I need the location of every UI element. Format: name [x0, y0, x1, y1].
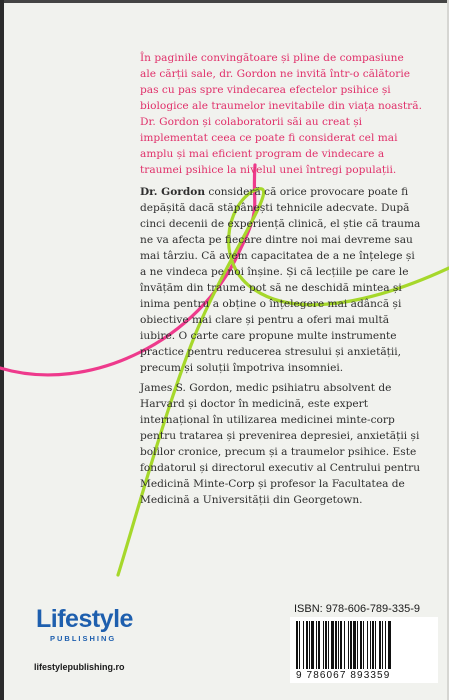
author-name-bold: Dr. Gordon	[140, 186, 206, 198]
barcode-bar	[357, 621, 358, 669]
publisher-logo-subtitle: PUBLISHING	[50, 634, 117, 643]
barcode-bar	[344, 621, 345, 669]
publisher-url: lifestylepublishing.ro	[34, 662, 125, 672]
thesis-text: consideră că orice provocare poate fi depășită dacă stăpânești tehnicile adecvate. După cinci decenii de experiență clinică, el știe că trauma ne va afecta pe fiecare dintre noi mai devreme sau mai târziu. Că avem capacitatea de a ne înțelege și a ne vindeca pe noi înșine. Și că lecțiile pe care le învățăm din traume pot să ne deschidă mintea și inima pentru a obține o înțelegere mai adâncă și obiective mai clare și pentru a oferi mai multă iubire. O carte care propune multe instrumente practice pentru reducerea stresului și anxietății, precum și soluții împotriva insomniei.	[140, 186, 421, 374]
barcode-bar	[325, 621, 327, 669]
barcode-bar	[382, 621, 383, 669]
barcode-bar	[296, 621, 298, 669]
barcode-bar	[328, 621, 329, 669]
intro-paragraph: În paginile convingătoare și pline de compasiune ale cărții sale, dr. Gordon ne invită într-o călătorie pas cu pas spre vindecarea efectelor psihice și biologice ale traumelor inevitabile din viața noastră. Dr. Gordon și colaboratorii săi au creat și implementat ceea ce poate fi considerat cel mai amplu și mai eficient program de vindecare a traumei psihice la nivelul unei întregi populații.	[140, 52, 422, 176]
barcode-bar	[363, 621, 364, 669]
author-thesis-paragraph	[140, 184, 422, 376]
barcode-bar	[316, 621, 317, 669]
publisher-logo-name: Lifestyle	[36, 605, 133, 633]
barcode-bar	[367, 621, 368, 669]
barcode-bar	[360, 621, 362, 669]
barcode-bar	[372, 621, 374, 669]
barcode-bar	[348, 621, 349, 669]
barcode-bar	[323, 621, 324, 669]
isbn-label: ISBN: 978-606-789-335-9	[294, 603, 420, 615]
barcode-bar	[309, 621, 310, 669]
author-bio-paragraph: James S. Gordon, medic psihiatru absolvent de Harvard și doctor în medicină, este expert internațional în utilizarea medicinei minte-corp pentru tratarea și prevenirea depresiei, anxietății și bolilor cronice, precum și a traumelor psihice. Este fondatorul și directorul executiv al Centrului pentru Medicină Minte-Corp și profesor la Facultatea de Medicină a Universității din Georgetown.	[140, 382, 421, 506]
barcode-bar	[331, 621, 334, 669]
barcode-bar	[335, 621, 337, 669]
barcode-bar	[338, 621, 339, 669]
barcode-bar	[303, 621, 304, 669]
barcode-bar	[299, 621, 300, 669]
barcode-icon	[290, 617, 438, 675]
barcode-bar	[388, 621, 391, 669]
publisher-logo	[36, 606, 156, 643]
barcode-bar	[379, 621, 381, 669]
barcode-bar	[385, 621, 386, 669]
barcode-bar	[350, 621, 352, 669]
barcode-bar	[375, 621, 376, 669]
barcode-bar	[306, 621, 308, 669]
barcode-digits: 9 786067 893359	[296, 670, 391, 681]
barcode-bar	[318, 621, 320, 669]
barcode-bar	[340, 621, 342, 669]
barcode-bar	[311, 621, 314, 669]
barcode-bar	[353, 621, 356, 669]
barcode-bar	[370, 621, 371, 669]
